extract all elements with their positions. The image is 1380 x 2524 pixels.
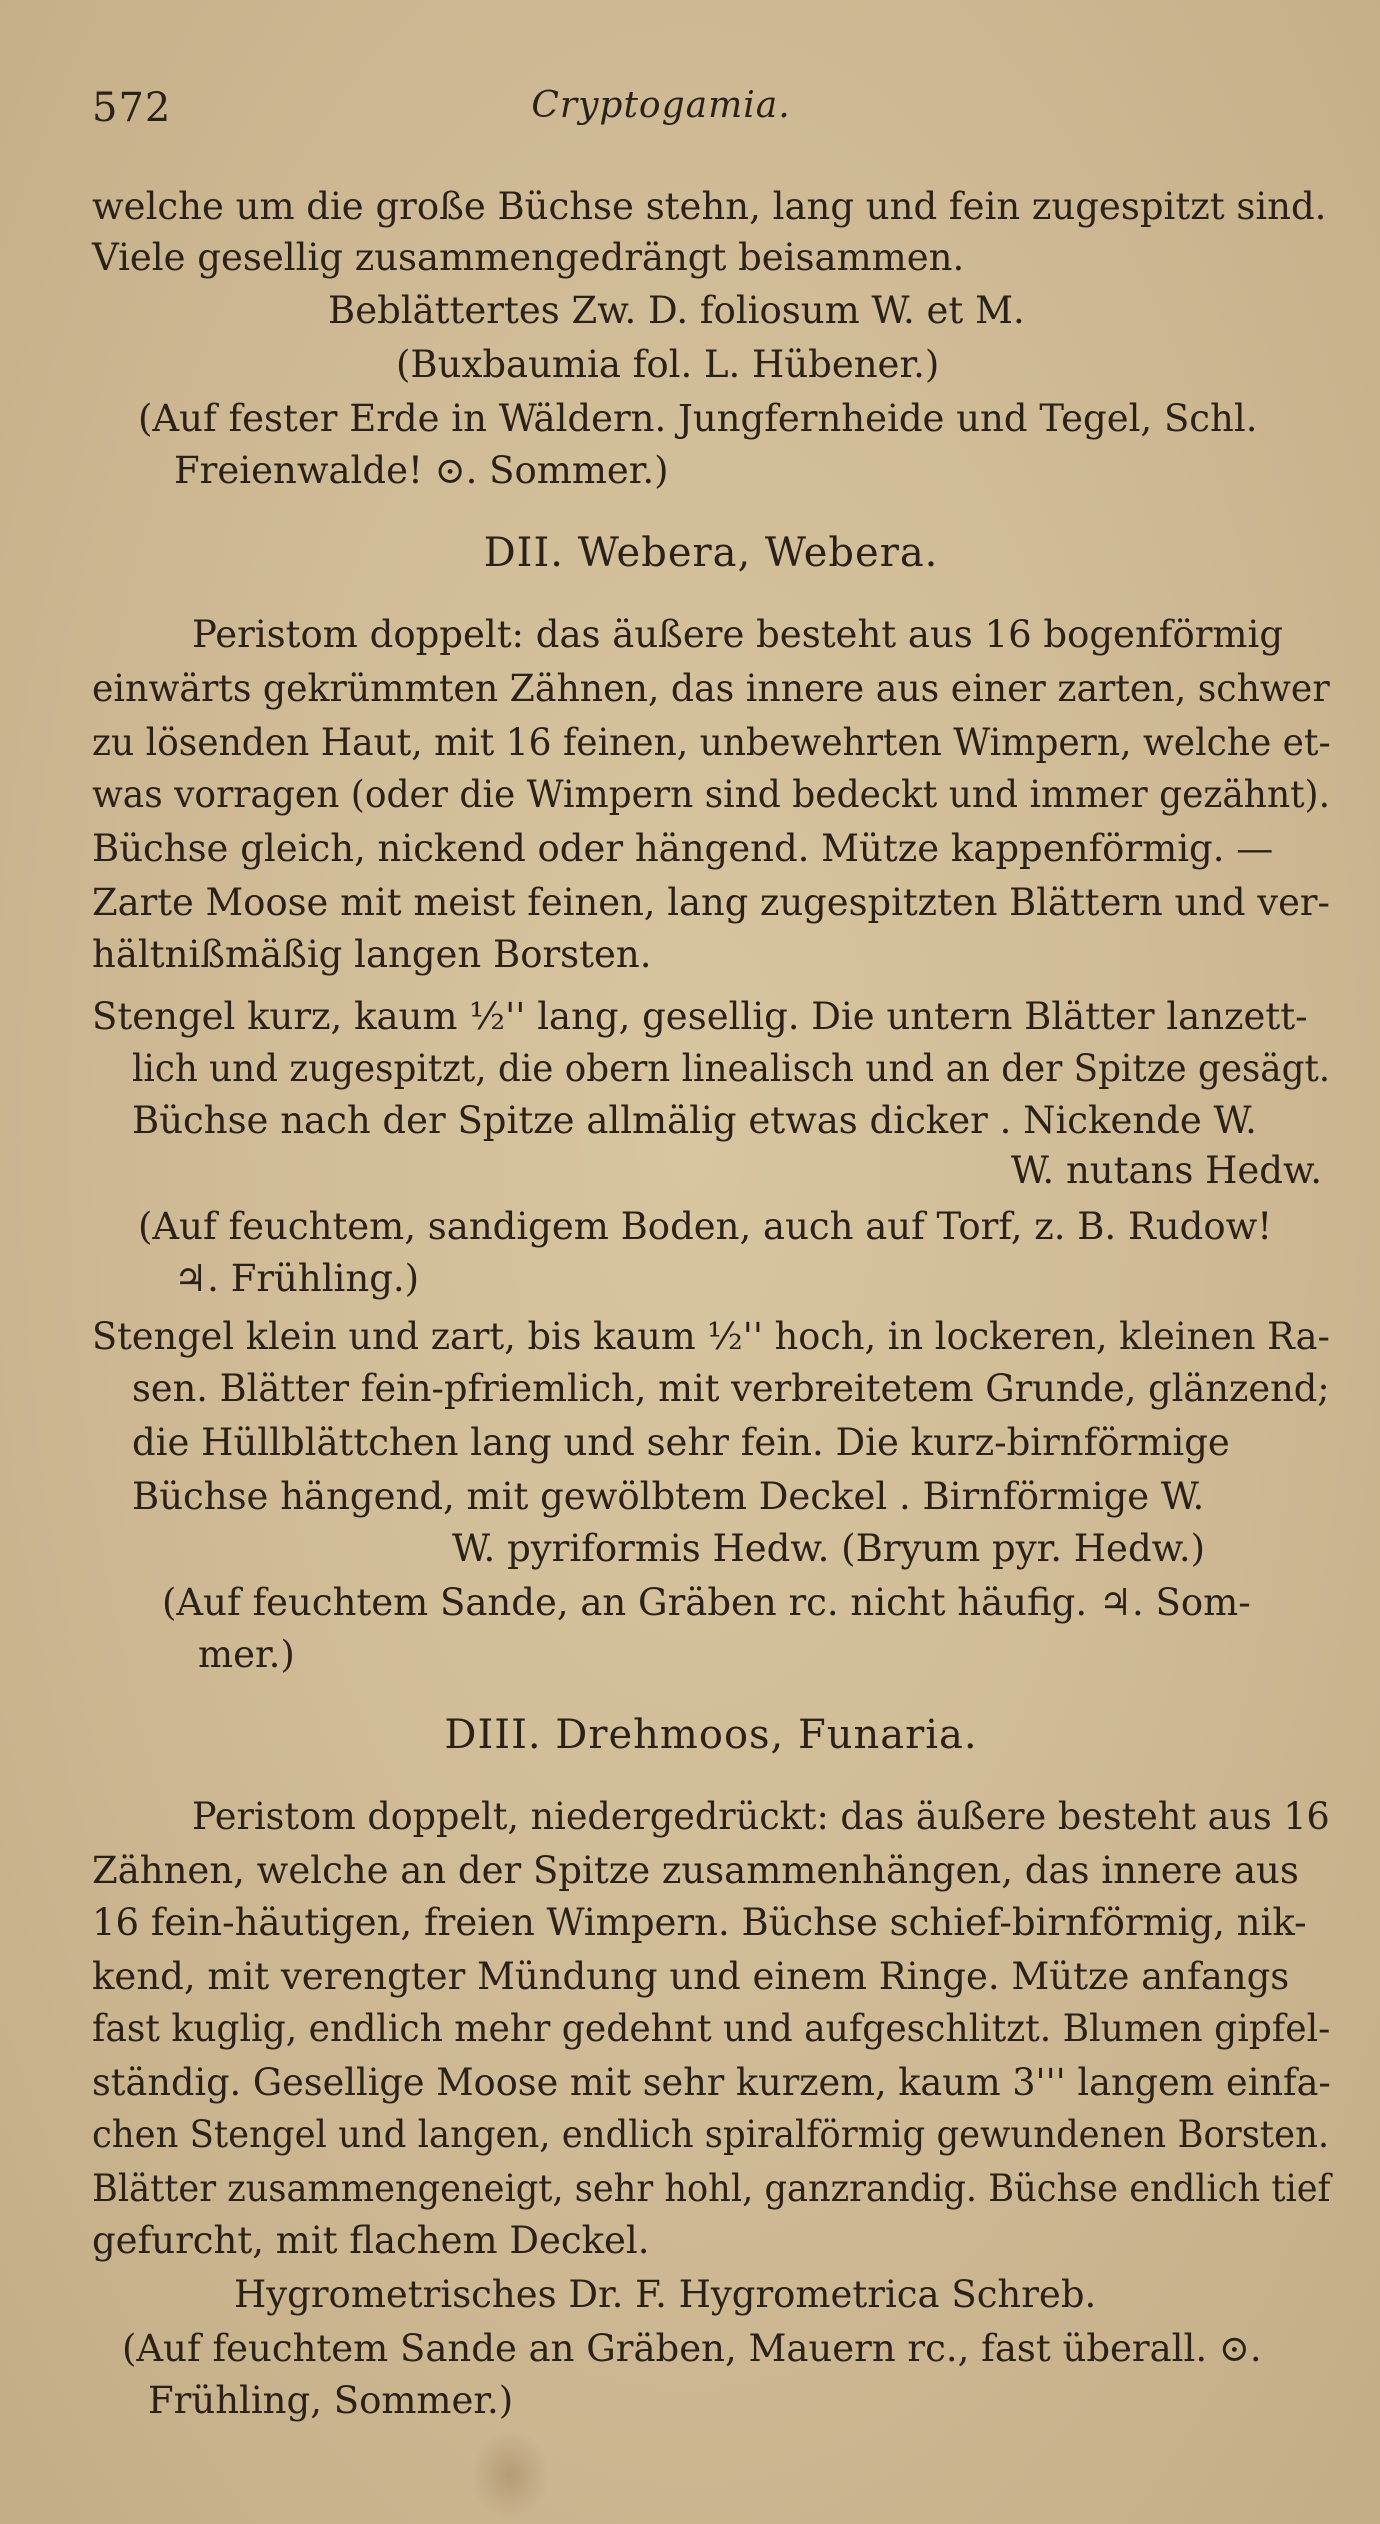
text-line: Viele gesellig zusammengedrängt beisammen.	[92, 236, 965, 279]
text-line: einwärts gekrümmten Zähnen, das innere aus einer zarten, schwer	[92, 667, 1330, 710]
text-line: die Hüllblättchen lang und sehr fein. Die kurz-birnförmige	[132, 1421, 1230, 1464]
species-latin: W. pyriformis Hedw. (Bryum pyr. Hedw.)	[452, 1527, 1206, 1570]
species-entry: Hygrometrisches Dr. F. Hygrometrica Schreb.	[234, 2273, 1097, 2316]
habitat-line: mer.)	[198, 1633, 295, 1676]
text-line: hältnißmäßig langen Borsten.	[92, 933, 652, 976]
text-line: Stengel klein und zart, bis kaum ½'' hoch, in lockeren, kleinen Ra-	[92, 1315, 1330, 1358]
text-line: chen Stengel und langen, endlich spiralförmig gewundenen Borsten.	[92, 2113, 1330, 2156]
text-line: ständig. Gesellige Moose mit sehr kurzem, kaum 3''' langem einfa-	[92, 2061, 1331, 2104]
species-entry: Büchse nach der Spitze allmälig etwas dicker . Nickende W.	[132, 1099, 1257, 1142]
text-line: Zarte Moose mit meist feinen, lang zugespitzten Blättern und ver-	[92, 881, 1330, 924]
synonym-line: (Buxbaumia fol. L. Hübener.)	[396, 343, 940, 386]
page-header	[92, 85, 1230, 145]
text-line: gefurcht, mit flachem Deckel.	[92, 2219, 650, 2262]
habitat-line: ♃. Frühling.)	[174, 1257, 420, 1300]
species-entry: Beblättertes Zw. D. foliosum W. et M.	[328, 289, 1025, 332]
habitat-line: Frühling, Sommer.)	[148, 2379, 514, 2422]
habitat-line: (Auf feuchtem Sande, an Gräben rc. nicht häufig. ♃. Som-	[162, 1581, 1251, 1624]
text-line: sen. Blätter fein-pfriemlich, mit verbreitetem Grunde, glänzend;	[132, 1367, 1330, 1410]
text-line: lich und zugespitzt, die obern linealisch und an der Spitze gesägt.	[132, 1047, 1331, 1090]
text-line: Peristom doppelt: das äußere besteht aus 16 bogenförmig	[192, 613, 1284, 656]
running-head: Cryptogamia.	[531, 85, 791, 126]
text-line: was vorragen (oder die Wimpern sind bedeckt und immer gezähnt).	[92, 773, 1331, 816]
text-line: 16 fein-häutigen, freien Wimpern. Büchse schief-birnförmig, nik-	[92, 1901, 1307, 1944]
text-line: welche um die große Büchse stehn, lang und fein zugespitzt sind.	[92, 185, 1327, 228]
paper-stain	[470, 2430, 550, 2520]
page-number: 572	[92, 85, 172, 131]
text-line: Blätter zusammengeneigt, sehr hohl, ganzrandig. Büchse endlich tief	[92, 2167, 1331, 2210]
habitat-line: Freienwalde! ⊙. Sommer.)	[174, 449, 669, 492]
text-line: Stengel kurz, kaum ½'' lang, gesellig. Die untern Blätter lanzett-	[92, 995, 1308, 1038]
habitat-line: (Auf feuchtem, sandigem Boden, auch auf Torf, z. B. Rudow!	[138, 1205, 1273, 1248]
text-line: Büchse gleich, nickend oder hängend. Mütze kappenförmig. —	[92, 827, 1274, 870]
text-line: Zähnen, welche an der Spitze zusammenhängen, das innere aus	[92, 1849, 1299, 1892]
habitat-line: (Auf fester Erde in Wäldern. Jungfernheide und Tegel, Schl.	[138, 397, 1258, 440]
text-line: fast kuglig, endlich mehr gedehnt und aufgeschlitzt. Blumen gipfel-	[92, 2007, 1331, 2050]
text-line: zu lösenden Haut, mit 16 feinen, unbewehrten Wimpern, welche et-	[92, 721, 1331, 764]
text-line: kend, mit verengter Mündung und einem Ringe. Mütze anfangs	[92, 1955, 1290, 1998]
species-latin: W. nutans Hedw.	[1010, 1149, 1322, 1192]
genus-heading: DIII. Drehmoos, Funaria.	[444, 1712, 978, 1758]
text-line: Peristom doppelt, niedergedrückt: das äußere besteht aus 16	[192, 1795, 1330, 1838]
habitat-line: (Auf feuchtem Sande an Gräben, Mauern rc., fast überall. ⊙.	[122, 2327, 1262, 2370]
genus-heading: DII. Webera, Webera.	[483, 530, 939, 576]
species-entry: Büchse hängend, mit gewölbtem Deckel . Birnförmige W.	[132, 1475, 1205, 1518]
